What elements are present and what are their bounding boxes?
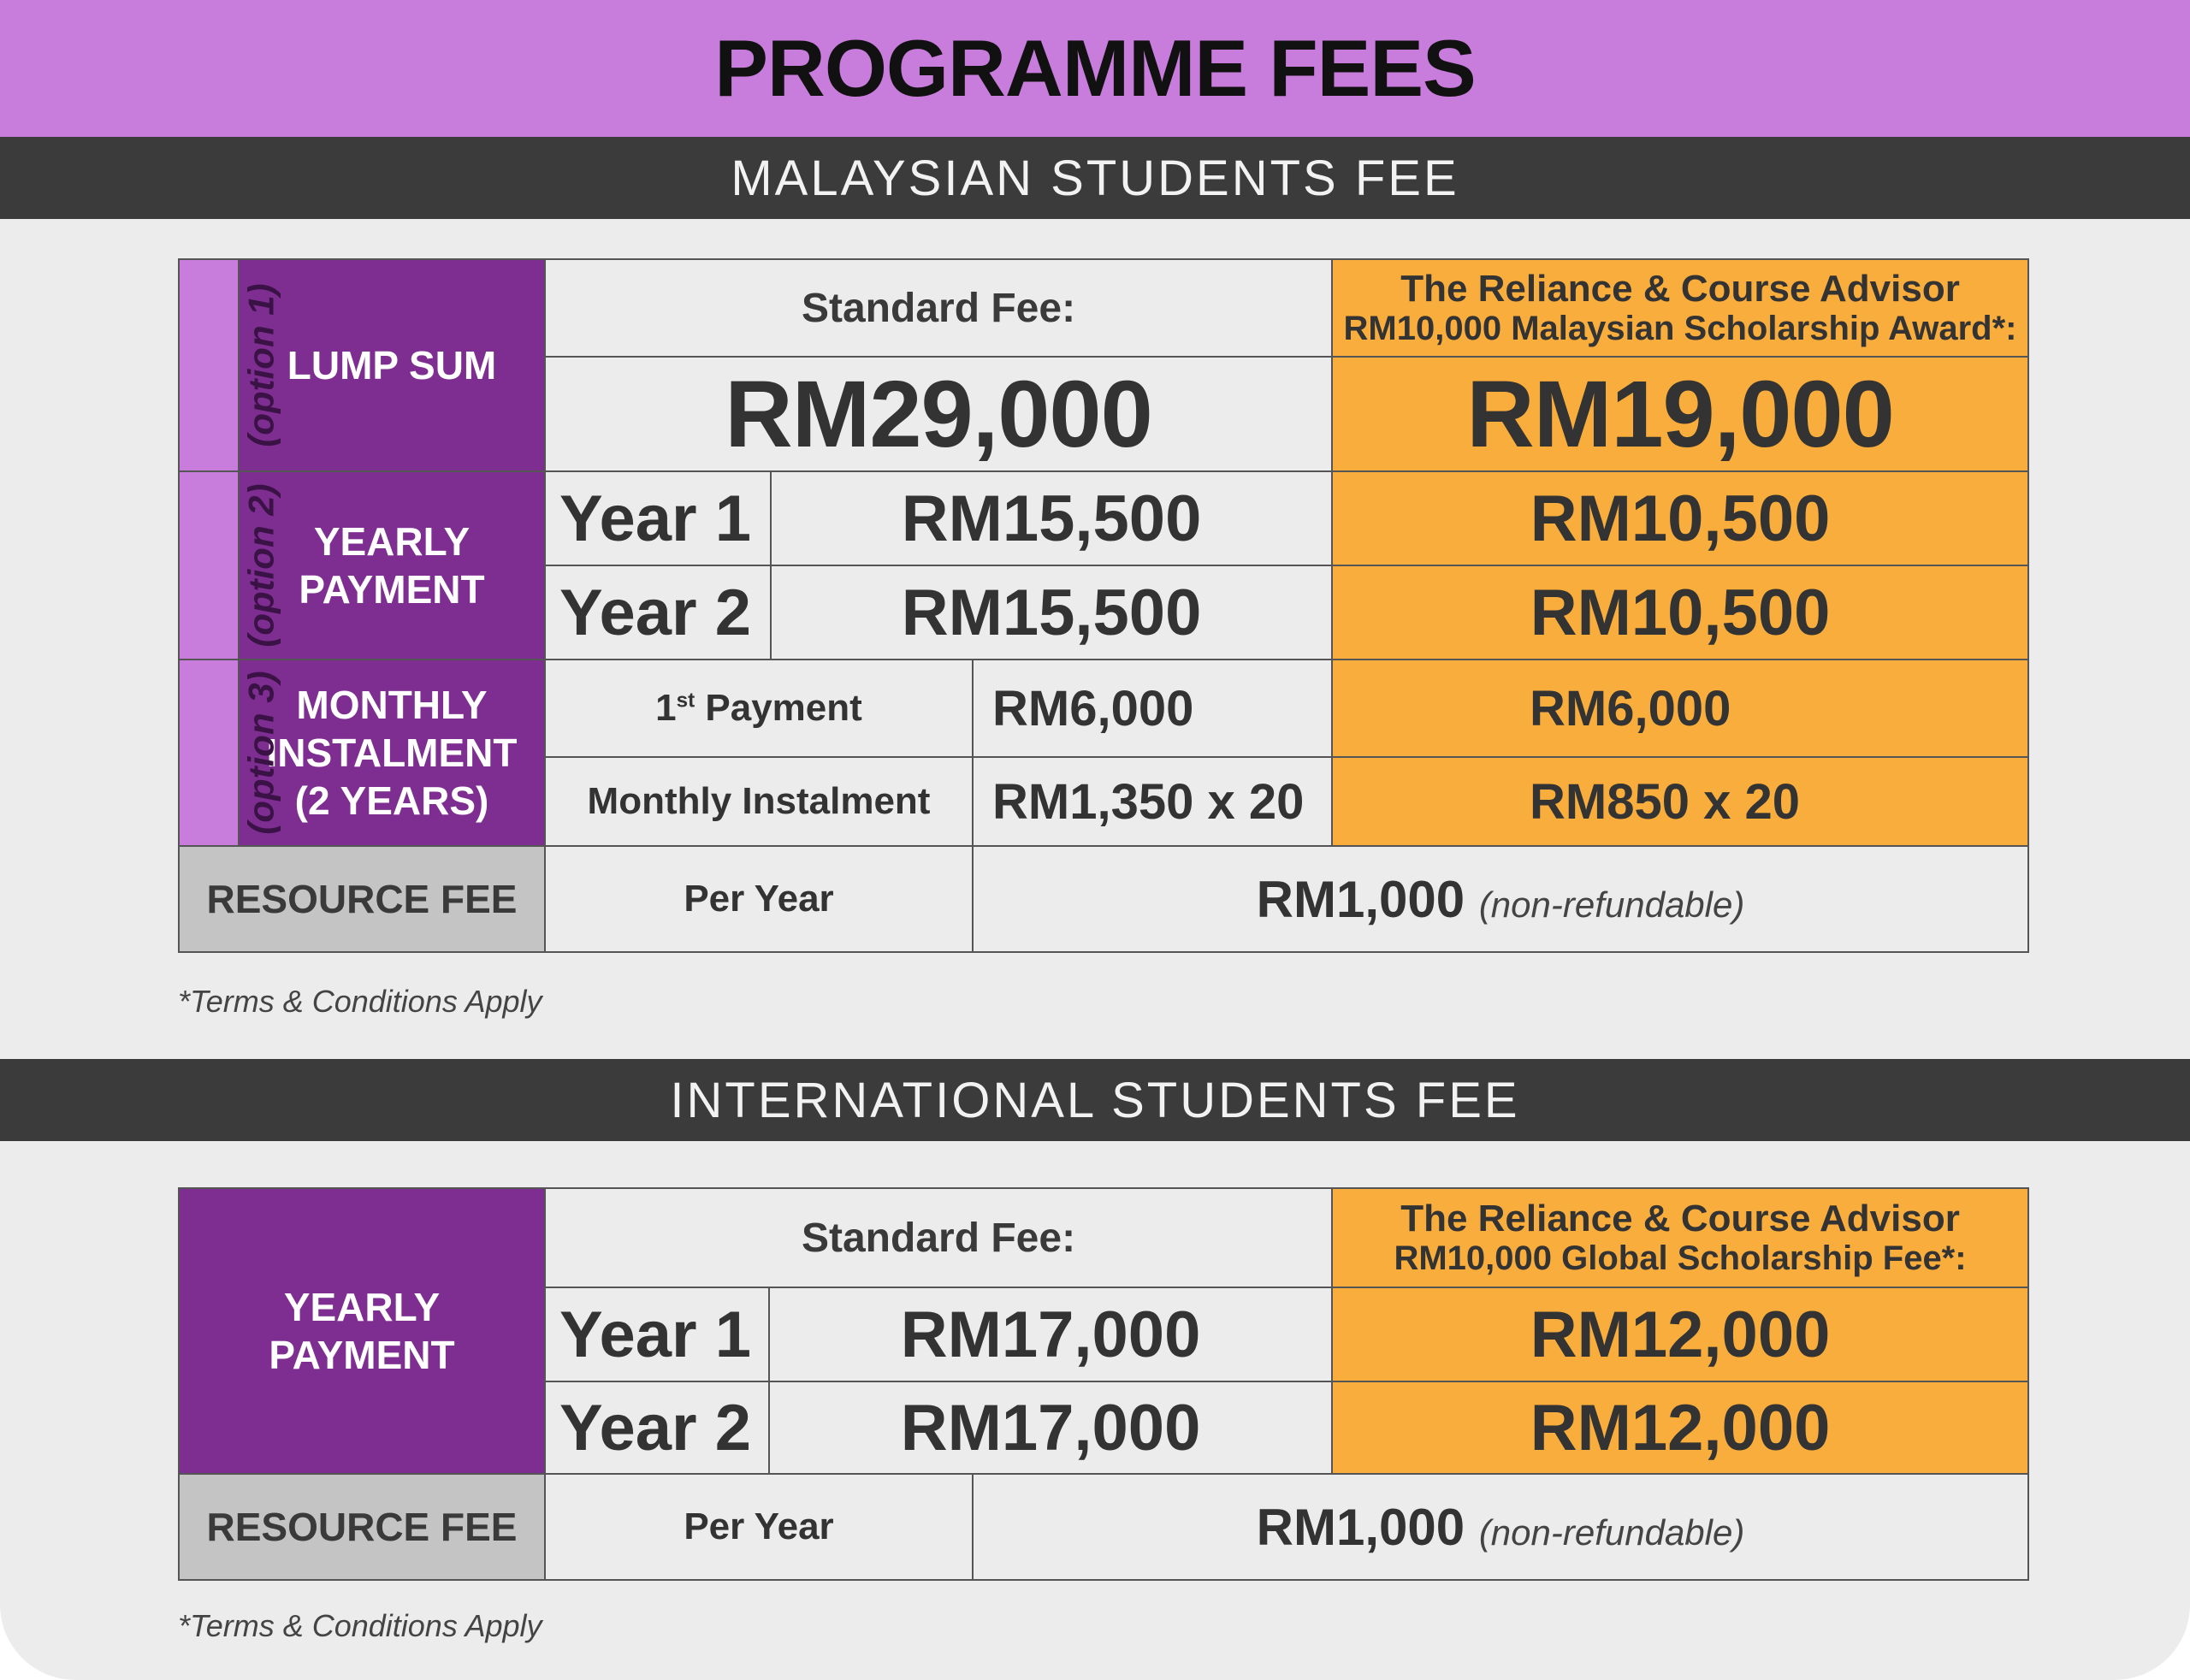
intl-scholarship-header: The Reliance & Course Advisor RM10,000 Global Scholarship Fee*: [1332,1188,2028,1287]
page-title: PROGRAMME FEES [0,0,2190,137]
option-3-tag: (option 3) [179,660,239,846]
year-1-standard: RM15,500 [771,471,1332,565]
first-payment-standard: RM6,000 [973,660,1332,757]
intl-year-2-standard: RM17,000 [769,1381,1332,1474]
year-2-label: Year 2 [545,565,771,660]
lump-sum-label: LUMP SUM [239,259,545,471]
standard-fee-header: Standard Fee: [545,259,1332,357]
intl-resource-fee-label: RESOURCE FEE [179,1474,545,1580]
lump-sum-standard: RM29,000 [545,357,1332,471]
malaysian-section-header: MALAYSIAN STUDENTS FEE [0,137,2190,219]
terms-note: *Terms & Conditions Apply [178,984,542,1019]
intl-resource-fee-period: Per Year [545,1474,973,1580]
monthly-instalment-label: MONTHLY INSTALMENT (2 YEARS) [239,660,545,846]
year-2-scholarship: RM10,500 [1332,565,2028,660]
intl-yearly-payment-label: YEARLY PAYMENT [179,1188,545,1474]
year-1-label: Year 1 [545,471,771,565]
intl-terms-note: *Terms & Conditions Apply [178,1608,542,1643]
malaysian-fee-table [178,258,2029,953]
first-payment-label: 1st Payment [545,660,973,757]
international-fee-table [178,1187,2029,1581]
option-2-tag: (option 2) [179,471,239,660]
yearly-payment-label: YEARLY PAYMENT [239,471,545,660]
intl-resource-fee-amount: RM1,000 (non-refundable) [973,1474,2028,1580]
option-1-tag: (option 1) [179,259,239,471]
resource-fee-label: RESOURCE FEE [179,846,545,952]
lump-sum-scholarship: RM19,000 [1332,357,2028,471]
resource-fee-period: Per Year [545,846,973,952]
year-2-standard: RM15,500 [771,565,1332,660]
scholarship-header: The Reliance & Course Advisor RM10,000 Malaysian Scholarship Award*: [1332,259,2028,357]
intl-year-2-scholarship: RM12,000 [1332,1381,2028,1474]
resource-fee-amount: RM1,000 (non-refundable) [973,846,2028,952]
monthly-instalment-scholarship: RM850 x 20 [1332,757,2028,846]
intl-year-1-standard: RM17,000 [769,1287,1332,1381]
first-payment-scholarship: RM6,000 [1332,660,2028,757]
monthly-instalment-row-label: Monthly Instalment [545,757,973,846]
intl-year-1-label: Year 1 [545,1287,769,1381]
intl-standard-fee-header: Standard Fee: [545,1188,1332,1287]
international-section-header: INTERNATIONAL STUDENTS FEE [0,1059,2190,1141]
monthly-instalment-standard: RM1,350 x 20 [973,757,1332,846]
intl-year-1-scholarship: RM12,000 [1332,1287,2028,1381]
intl-year-2-label: Year 2 [545,1381,769,1474]
year-1-scholarship: RM10,500 [1332,471,2028,565]
